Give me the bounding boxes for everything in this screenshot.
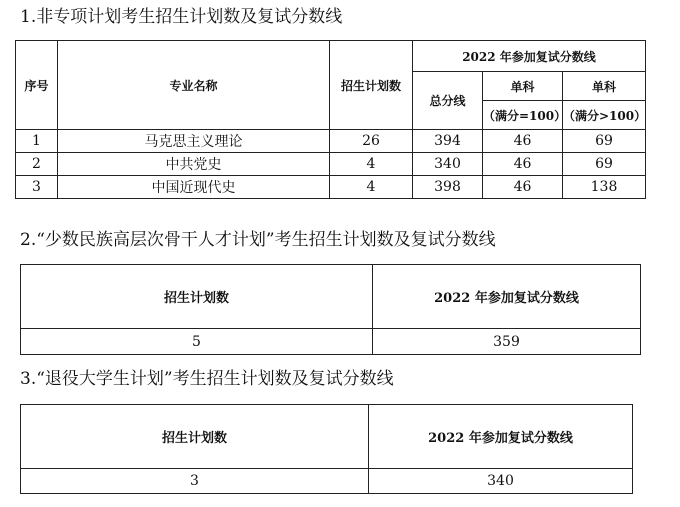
cell-major: 中国近现代史 <box>58 176 330 199</box>
table-row <box>16 176 646 199</box>
header-single2-line1: 单科 <box>563 72 646 101</box>
header-score: 2022 年参加复试分数线 <box>373 265 641 329</box>
header-plan: 招生计划数 <box>21 405 369 469</box>
cell-major: 马克思主义理论 <box>58 130 330 153</box>
cell-single2: 138 <box>563 176 646 199</box>
table-row <box>16 130 646 153</box>
section3-heading: 3.“退役大学生计划”考生招生计划数及复试分数线 <box>20 369 394 389</box>
cell-score: 359 <box>373 329 641 355</box>
header-score: 2022 年参加复试分数线 <box>369 405 633 469</box>
section3-table <box>20 404 633 494</box>
header-plan: 招生计划数 <box>330 41 413 130</box>
cell-total: 398 <box>413 176 483 199</box>
cell-single2: 69 <box>563 153 646 176</box>
section1-table <box>15 40 646 199</box>
cell-plan: 5 <box>21 329 373 355</box>
cell-seq: 1 <box>16 130 58 153</box>
cell-plan: 3 <box>21 469 369 494</box>
cell-major: 中共党史 <box>58 153 330 176</box>
table-row <box>21 329 641 355</box>
header-total: 总分线 <box>413 72 483 130</box>
header-score-group: 2022 年参加复试分数线 <box>413 41 646 72</box>
cell-plan: 4 <box>330 153 413 176</box>
header-single1-line2: （满分=100） <box>483 101 563 130</box>
cell-single2: 69 <box>563 130 646 153</box>
cell-seq: 2 <box>16 153 58 176</box>
cell-plan: 4 <box>330 176 413 199</box>
cell-single1: 46 <box>483 130 563 153</box>
cell-single1: 46 <box>483 153 563 176</box>
section1-heading: 1.非专项计划考生招生计划数及复试分数线 <box>20 7 343 27</box>
cell-total: 340 <box>413 153 483 176</box>
header-seq: 序号 <box>16 41 58 130</box>
cell-single1: 46 <box>483 176 563 199</box>
header-single2-line2: （满分>100） <box>563 101 646 130</box>
header-major: 专业名称 <box>58 41 330 130</box>
section2-table <box>20 264 641 355</box>
section2-heading: 2.“少数民族高层次骨干人才计划”考生招生计划数及复试分数线 <box>20 230 496 250</box>
cell-total: 394 <box>413 130 483 153</box>
header-plan: 招生计划数 <box>21 265 373 329</box>
header-single1-line1: 单科 <box>483 72 563 101</box>
cell-plan: 26 <box>330 130 413 153</box>
table-row <box>16 153 646 176</box>
table-row <box>21 469 633 494</box>
cell-seq: 3 <box>16 176 58 199</box>
cell-score: 340 <box>369 469 633 494</box>
